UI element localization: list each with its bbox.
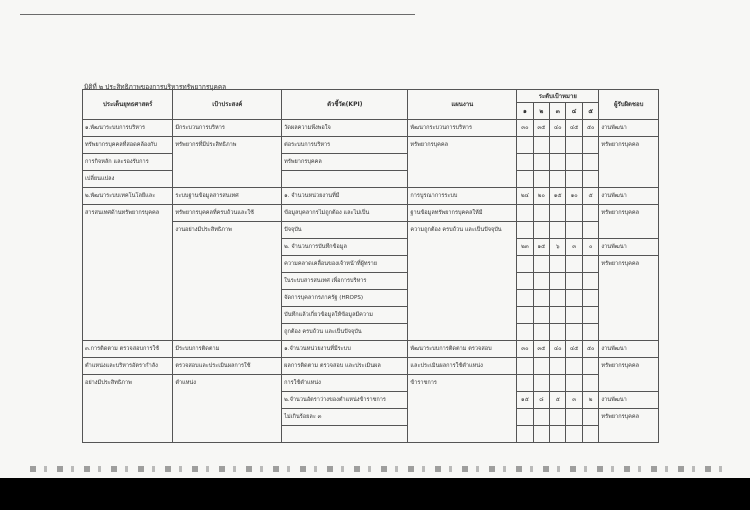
- indicator-cell: ปัจจุบัน: [282, 222, 408, 239]
- goal-cell: ระบบฐานข้อมูลสารสนเทศ: [173, 188, 282, 205]
- target-value: [566, 324, 582, 341]
- target-value: [550, 171, 566, 188]
- target-value: [533, 290, 549, 307]
- issue-cell: [83, 426, 173, 443]
- target-value: ๔๐: [550, 120, 566, 137]
- target-value: [550, 290, 566, 307]
- goal-cell: [173, 290, 282, 307]
- target-value: ๕๐: [582, 341, 598, 358]
- target-value: ๘: [533, 392, 549, 409]
- goal-cell: [173, 426, 282, 443]
- table-row: [83, 137, 659, 154]
- indicator-cell: จัดการบุคลากรภาครัฐ (HROPS): [282, 290, 408, 307]
- indicator-cell: ๒. จำนวนการบันทึกข้อมูล: [282, 239, 408, 256]
- header-row: [83, 90, 659, 103]
- plan-cell: ทรัพยากรบุคคล: [408, 137, 517, 154]
- target-value: [566, 307, 582, 324]
- issue-cell: [83, 307, 173, 324]
- issue-cell: [83, 239, 173, 256]
- plan-cell: [408, 324, 517, 341]
- indicator-cell: ผลการติดตาม ตรวจสอบ และประเมินผล: [282, 358, 408, 375]
- issue-cell: ๒.พัฒนาระบบเทคโนโลยีและ: [83, 188, 173, 205]
- target-value: ๒๓: [517, 239, 533, 256]
- table-row: [83, 426, 659, 443]
- target-value: ๓๕: [533, 120, 549, 137]
- owner-cell: งานพัฒนา: [599, 392, 659, 409]
- target-value: [582, 358, 598, 375]
- plan-cell: [408, 171, 517, 188]
- target-value: ๔๐: [550, 341, 566, 358]
- target-value: [517, 222, 533, 239]
- table-caption: มิติที่ ๒ ประสิทธิภาพของการบริหารทรัพยากรบุคคล: [84, 83, 227, 91]
- target-value: [566, 154, 582, 171]
- target-value: [566, 273, 582, 290]
- scanner-bottom-edge: [0, 478, 750, 510]
- target-value: [550, 358, 566, 375]
- target-value: [582, 222, 598, 239]
- plan-cell: [408, 273, 517, 290]
- target-value: ๔๕: [566, 120, 582, 137]
- plan-cell: การบูรณาการระบบ: [408, 188, 517, 205]
- issue-cell: การกิจหลัก และรองรับการ: [83, 154, 173, 171]
- target-value: [533, 137, 549, 154]
- target-value: [517, 273, 533, 290]
- owner-cell: ทรัพยากรบุคคล: [599, 137, 659, 154]
- indicator-cell: บันทึกแล้วเกี่ยวข้อมูลให้ข้อมูลมีความ: [282, 307, 408, 324]
- issue-cell: ทรัพยากรบุคคลที่สอดคล้องกับ: [83, 137, 173, 154]
- issue-cell: ๓.การติดตาม ตรวจสอบการใช้: [83, 341, 173, 358]
- strategy-table: [82, 89, 659, 443]
- target-value: [517, 409, 533, 426]
- target-value: [533, 324, 549, 341]
- header-plan: แผนงาน: [408, 90, 517, 120]
- target-value: [533, 273, 549, 290]
- plan-cell: [408, 154, 517, 171]
- issue-cell: [83, 256, 173, 273]
- target-value: [566, 375, 582, 392]
- owner-cell: [599, 171, 659, 188]
- goal-cell: ตรวจสอบและประเมินผลการใช้: [173, 358, 282, 375]
- header-target-level: ระดับเป้าหมาย: [517, 90, 599, 103]
- target-value: ๑๕: [550, 188, 566, 205]
- goal-cell: ทรัพยากรบุคคลที่ครบถ้วนและใช้: [173, 205, 282, 222]
- issue-cell: [83, 324, 173, 341]
- target-value: ๑๕: [517, 392, 533, 409]
- target-value: [582, 307, 598, 324]
- plan-cell: ข้าราชการ: [408, 375, 517, 392]
- owner-cell: งานพัฒนา: [599, 239, 659, 256]
- table-row: [83, 256, 659, 273]
- header-indicator: ตัวชี้วัด(KPI): [282, 90, 408, 120]
- goal-cell: [173, 239, 282, 256]
- target-value: [582, 256, 598, 273]
- target-value: [517, 290, 533, 307]
- indicator-cell: ในระบบสารสนเทศ เพื่อการบริหาร: [282, 273, 408, 290]
- header-goal: เป้าประสงค์: [173, 90, 282, 120]
- target-value: ๓๕: [533, 341, 549, 358]
- target-value: [533, 307, 549, 324]
- target-value: [533, 409, 549, 426]
- plan-cell: [408, 256, 517, 273]
- target-value: [550, 222, 566, 239]
- plan-cell: [408, 392, 517, 409]
- plan-cell: [408, 307, 517, 324]
- target-value: [517, 205, 533, 222]
- goal-cell: [173, 324, 282, 341]
- target-value: ๓๐: [517, 341, 533, 358]
- target-value: [517, 358, 533, 375]
- table-row: [83, 375, 659, 392]
- owner-cell: งานพัฒนา: [599, 341, 659, 358]
- target-value: [517, 137, 533, 154]
- table-row: [83, 409, 659, 426]
- plan-cell: [408, 239, 517, 256]
- goal-cell: มีกระบวนการบริหาร: [173, 120, 282, 137]
- target-value: [566, 205, 582, 222]
- table-row: [83, 171, 659, 188]
- table-row: [83, 392, 659, 409]
- owner-cell: [599, 426, 659, 443]
- target-value: [566, 409, 582, 426]
- target-value: [566, 171, 582, 188]
- owner-cell: [599, 324, 659, 341]
- goal-cell: [173, 256, 282, 273]
- indicator-cell: ๒.จำนวนอัตราว่างของตำแหน่งข้าราชการ: [282, 392, 408, 409]
- table-row: [83, 188, 659, 205]
- target-value: [533, 222, 549, 239]
- target-value: [550, 409, 566, 426]
- target-value: [566, 426, 582, 443]
- table-row: [83, 239, 659, 256]
- indicator-cell: วัดผลความพึงพอใจ: [282, 120, 408, 137]
- issue-cell: [83, 392, 173, 409]
- target-value: [550, 137, 566, 154]
- target-value: ๖: [550, 239, 566, 256]
- target-value: [582, 171, 598, 188]
- owner-cell: [599, 307, 659, 324]
- plan-cell: ฐานข้อมูลทรัพยากรบุคคลให้มี: [408, 205, 517, 222]
- target-value: [533, 426, 549, 443]
- owner-cell: ทรัพยากรบุคคล: [599, 358, 659, 375]
- indicator-cell: ๑. จำนวนหน่วยงานที่มี: [282, 188, 408, 205]
- target-value: ๓: [566, 392, 582, 409]
- target-value: [566, 358, 582, 375]
- plan-cell: พัฒนาระบบการติดตาม ตรวจสอบ: [408, 341, 517, 358]
- target-value: ๕: [550, 392, 566, 409]
- target-value: ๒๐: [533, 188, 549, 205]
- indicator-cell: ต่อระบบการบริหาร: [282, 137, 408, 154]
- target-value: [517, 324, 533, 341]
- target-value: ๓: [566, 239, 582, 256]
- indicator-cell: [282, 171, 408, 188]
- owner-cell: งานพัฒนา: [599, 188, 659, 205]
- owner-cell: ทรัพยากรบุคคล: [599, 256, 659, 273]
- goal-cell: ทรัพยากรที่มีประสิทธิภาพ: [173, 137, 282, 154]
- target-value: ๔๕: [566, 341, 582, 358]
- indicator-cell: การใช้ตำแหน่ง: [282, 375, 408, 392]
- goal-cell: มีระบบการติดตาม: [173, 341, 282, 358]
- target-value: ๒๔: [517, 188, 533, 205]
- table-row: [83, 154, 659, 171]
- plan-cell: ความถูกต้อง ครบถ้วน และเป็นปัจจุบัน: [408, 222, 517, 239]
- target-value: [533, 358, 549, 375]
- indicator-cell: ๑.จำนวนหน่วยงานที่มีระบบ: [282, 341, 408, 358]
- header-owner: ผู้รับผิดชอบ: [599, 90, 659, 120]
- owner-cell: [599, 273, 659, 290]
- goal-cell: [173, 154, 282, 171]
- scan-edge-marks: [30, 466, 730, 472]
- target-value: ๕๐: [582, 120, 598, 137]
- indicator-cell: ข้อมูลบุคลากรไม่ถูกต้อง และไม่เป็น: [282, 205, 408, 222]
- issue-cell: [83, 290, 173, 307]
- target-value: [582, 205, 598, 222]
- target-value: [533, 256, 549, 273]
- target-value: ๐: [582, 239, 598, 256]
- target-value: [517, 426, 533, 443]
- issue-cell: [83, 409, 173, 426]
- goal-cell: [173, 171, 282, 188]
- target-value: [582, 324, 598, 341]
- owner-cell: [599, 290, 659, 307]
- goal-cell: [173, 392, 282, 409]
- target-value: [517, 375, 533, 392]
- target-value: [550, 273, 566, 290]
- target-value: ๑๐: [566, 188, 582, 205]
- issue-cell: [83, 222, 173, 239]
- target-value: [517, 154, 533, 171]
- issue-cell: อย่างมีประสิทธิภาพ: [83, 375, 173, 392]
- plan-cell: พัฒนากระบวนการบริหาร: [408, 120, 517, 137]
- target-value: [550, 324, 566, 341]
- table-row: [83, 205, 659, 222]
- owner-cell: ทรัพยากรบุคคล: [599, 409, 659, 426]
- owner-cell: งานพัฒนา: [599, 120, 659, 137]
- issue-cell: สารสนเทศด้านทรัพยากรบุคคล: [83, 205, 173, 222]
- target-value: [566, 137, 582, 154]
- table-row: [83, 290, 659, 307]
- target-value: [550, 205, 566, 222]
- issue-cell: [83, 273, 173, 290]
- table-row: [83, 273, 659, 290]
- target-value: [582, 290, 598, 307]
- target-value: [582, 375, 598, 392]
- issue-cell: เปลี่ยนแปลง: [83, 171, 173, 188]
- target-value: [566, 290, 582, 307]
- issue-cell: ๑.พัฒนาระบบการบริหาร: [83, 120, 173, 137]
- header-issue: ประเด็นยุทธศาสตร์: [83, 90, 173, 120]
- target-value: [582, 137, 598, 154]
- target-value: [517, 307, 533, 324]
- header-level: ๔: [566, 103, 582, 120]
- table-row: [83, 120, 659, 137]
- table-row: [83, 222, 659, 239]
- table-row: [83, 341, 659, 358]
- indicator-cell: ความคลาดเคลื่อนของเจ้าหน้าที่ผู้ทราย: [282, 256, 408, 273]
- goal-cell: [173, 307, 282, 324]
- target-value: [533, 171, 549, 188]
- owner-cell: [599, 375, 659, 392]
- plan-cell: [408, 426, 517, 443]
- owner-cell: [599, 222, 659, 239]
- target-value: [550, 375, 566, 392]
- target-value: [550, 256, 566, 273]
- target-value: [550, 426, 566, 443]
- indicator-cell: ทรัพยากรบุคคล: [282, 154, 408, 171]
- indicator-cell: [282, 426, 408, 443]
- indicator-cell: ไม่เกินร้อยละ ๓: [282, 409, 408, 426]
- header-level: ๓: [550, 103, 566, 120]
- target-value: [533, 205, 549, 222]
- table-row: [83, 324, 659, 341]
- goal-cell: [173, 409, 282, 426]
- plan-cell: [408, 409, 517, 426]
- target-value: ๓๐: [517, 120, 533, 137]
- target-value: [582, 409, 598, 426]
- header-level: ๕: [582, 103, 598, 120]
- target-value: ๑๕: [533, 239, 549, 256]
- target-value: [582, 426, 598, 443]
- plan-cell: [408, 290, 517, 307]
- target-value: ๕: [582, 188, 598, 205]
- target-value: [582, 154, 598, 171]
- top-rule: [20, 14, 415, 15]
- target-value: [533, 375, 549, 392]
- target-value: [582, 273, 598, 290]
- goal-cell: ตำแหน่ง: [173, 375, 282, 392]
- table-body: [83, 120, 659, 443]
- owner-cell: ทรัพยากรบุคคล: [599, 205, 659, 222]
- target-value: [533, 154, 549, 171]
- indicator-cell: ถูกต้อง ครบถ้วน และเป็นปัจจุบัน: [282, 324, 408, 341]
- owner-cell: [599, 154, 659, 171]
- plan-cell: และประเมินผลการใช้ตำแหน่ง: [408, 358, 517, 375]
- target-value: [566, 256, 582, 273]
- goal-cell: [173, 273, 282, 290]
- target-value: [517, 171, 533, 188]
- table-row: [83, 358, 659, 375]
- target-value: [550, 307, 566, 324]
- goal-cell: งานอย่างมีประสิทธิภาพ: [173, 222, 282, 239]
- target-value: [566, 222, 582, 239]
- target-value: ๒: [582, 392, 598, 409]
- target-value: [550, 154, 566, 171]
- header-level: ๒: [533, 103, 549, 120]
- table-row: [83, 307, 659, 324]
- header-level: ๑: [517, 103, 533, 120]
- issue-cell: ตำแหน่งและบริหารอัตรากำลัง: [83, 358, 173, 375]
- target-value: [517, 256, 533, 273]
